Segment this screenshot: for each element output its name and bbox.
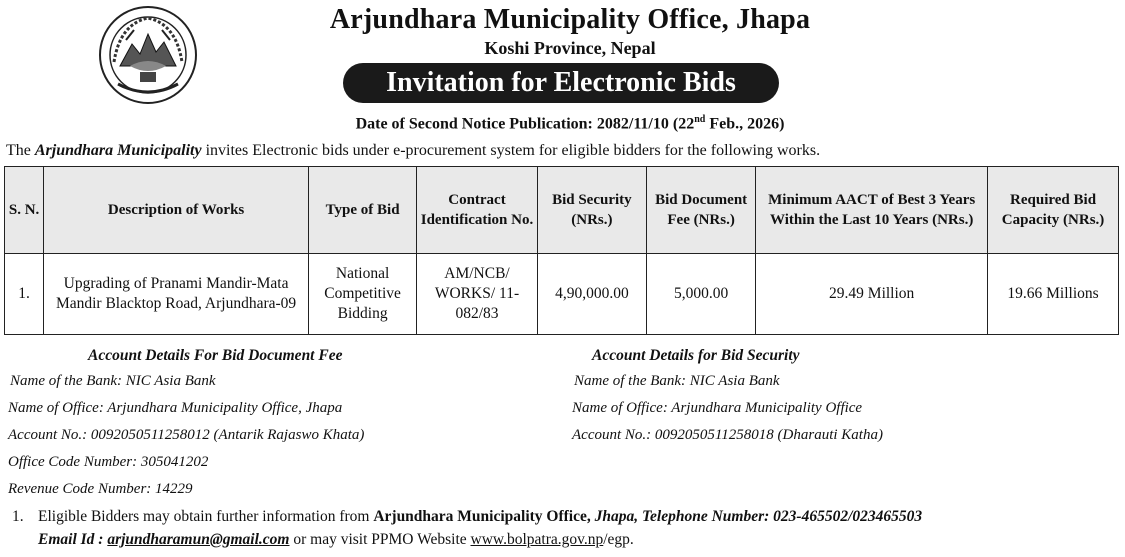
municipality-emblem-icon <box>96 4 200 106</box>
notice-publication-date: Date of Second Notice Publication: 2082/11/10 (22nd Feb., 2026) <box>355 114 785 133</box>
cell-description: Upgrading of Pranami Mandir-Mata Mandir Blacktop Road, Arjundhara-09 <box>44 254 309 335</box>
account-security-office: Name of Office: Arjundhara Municipality Office <box>572 400 863 416</box>
header-description: Description of Works <box>44 167 309 254</box>
cell-bid-security: 4,90,000.00 <box>537 254 646 335</box>
note-email-website: Email Id : arjundharamun@gmail.com or may visit PPMO Website www.bolpatra.gov.np/egp. <box>38 531 634 548</box>
cell-min-aact: 29.49 Million <box>756 254 988 335</box>
header-bid-security: Bid Security (NRs.) <box>537 167 646 254</box>
header-doc-fee: Bid Document Fee (NRs.) <box>647 167 756 254</box>
invitation-banner: Invitation for Electronic Bids <box>343 63 779 103</box>
account-security-heading: Account Details for Bid Security <box>592 347 800 364</box>
account-fee-heading: Account Details For Bid Document Fee <box>88 347 343 364</box>
header-bid-capacity: Required Bid Capacity (NRs.) <box>988 167 1119 254</box>
header-min-aact: Minimum AACT of Best 3 Years Within the Last 10 Years (NRs.) <box>756 167 988 254</box>
header-contract-id: Contract Identification No. <box>417 167 538 254</box>
cell-contract-id: AM/NCB/ WORKS/ 11-082/83 <box>417 254 538 335</box>
account-fee-office-code: Office Code Number: 305041202 <box>8 454 209 470</box>
cell-doc-fee: 5,000.00 <box>647 254 756 335</box>
cell-bid-capacity: 19.66 Millions <box>988 254 1119 335</box>
office-title: Arjundhara Municipality Office, Jhapa <box>329 4 811 35</box>
email-link[interactable]: arjundharamun@gmail.com <box>107 531 290 548</box>
header-type: Type of Bid <box>309 167 417 254</box>
table-header-row <box>5 167 1119 254</box>
account-security-bank: Name of the Bank: NIC Asia Bank <box>574 373 780 389</box>
account-security-number: Account No.: 0092050511258018 (Dharauti Katha) <box>572 427 883 443</box>
account-fee-number: Account No.: 0092050511258012 (Antarik Rajaswo Khata) <box>8 427 365 443</box>
account-fee-office: Name of Office: Arjundhara Municipality Office, Jhapa <box>8 400 343 416</box>
header-sn: S. N. <box>5 167 44 254</box>
ppmo-website-link[interactable]: www.bolpatra.gov.np <box>470 531 604 548</box>
province-subtitle: Koshi Province, Nepal <box>484 38 656 58</box>
note-contact-info: 1. Eligible Bidders may obtain further information from Arjundhara Municipality Office, Jhapa, Telephone Number: 023-465502/023465503 <box>12 508 923 525</box>
cell-sn: 1. <box>5 254 44 335</box>
intro-paragraph: The Arjundhara Municipality invites Electronic bids under e-procurement system for eligible bidders for the following works. <box>6 142 821 159</box>
bid-table <box>4 166 1119 335</box>
municipality-name: Arjundhara Municipality <box>34 142 202 159</box>
table-row <box>5 254 1119 335</box>
cell-type: National Competitive Bidding <box>309 254 417 335</box>
account-fee-revenue-code: Revenue Code Number: 14229 <box>8 481 193 497</box>
account-fee-bank: Name of the Bank: NIC Asia Bank <box>10 373 216 389</box>
